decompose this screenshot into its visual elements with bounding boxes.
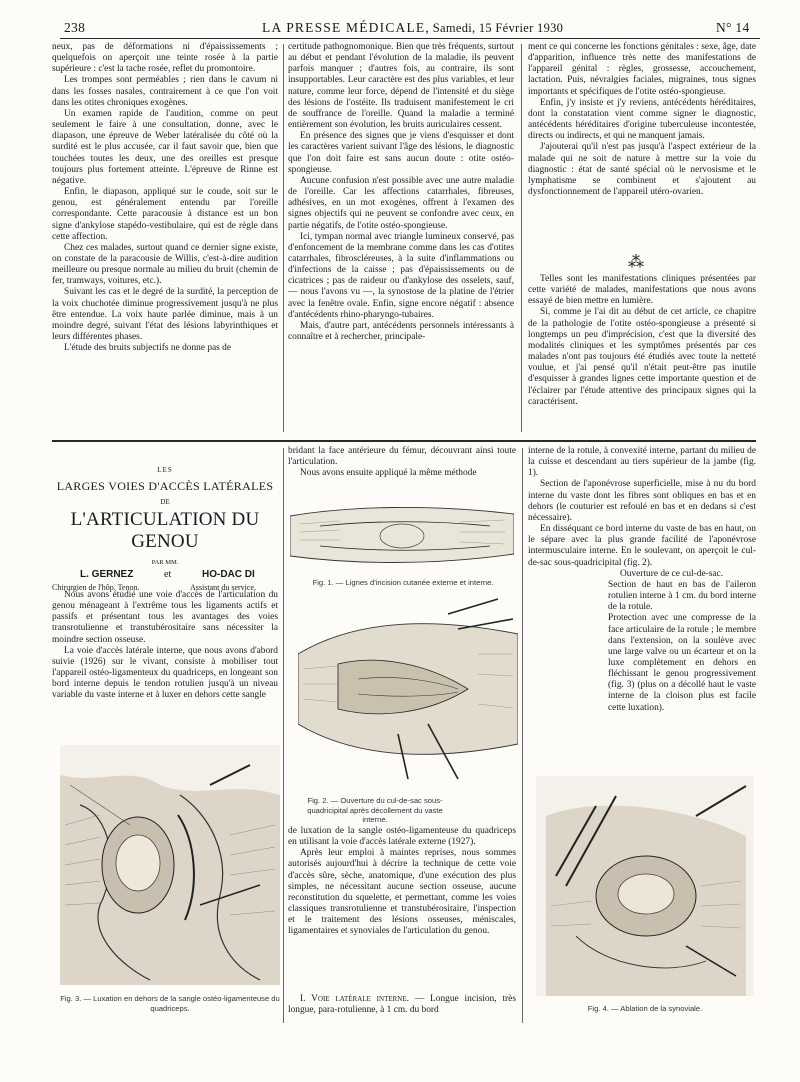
paragraph: Aucune confusion n'est possible avec une autre maladie de l'oreille. Car les affections catarrhales, fibreuses, adhésives, en un mot exogènes, offrent à l'examen des signes objectifs qui ne peuvent se confondre avec ceux, en partie négatifs, de l'otite ostéo-spongieuse.: [288, 175, 514, 231]
article-title-block: [52, 466, 278, 593]
paragraph: Ici, tympan normal avec triangle lumineux conservé, pas d'enfoncement de la membrane comme dans les cas d'otites catarrhales, fibroscléreuses, à la suite d'inflammations ou d'infections de la caisse ; pas d'épaississements ou de cicatrices ; pas de raideur ou d'ankylose des osselets, sauf, — nous l'avons vu —, la synostose de la platine de l'étrier avec la fenêtre ovale. Enfin, signe encore négatif : absence d'antécédents rhino-pharyngo-tubaires.: [288, 231, 514, 320]
paragraph: Chez ces malades, surtout quand ce dernier signe existe, on constate de la paracousie de Willis, c'est-à-dire audition meilleure ou presque normale au milieu du bruit (chemin de fer, tramways, voitures, etc.).: [52, 242, 278, 287]
issue-number: N° 14: [716, 20, 750, 35]
column-divider: [283, 44, 284, 432]
paragraph: Nous avons étudié une voie d'accès de l'articulation du genou ménageant à l'extrême tous les ligaments actifs et passifs et présentant tous les avantages des voies transrotulienne et transtubérositaire sans nécessiter la moindre section osseuse.: [52, 590, 278, 645]
section-rule: [52, 440, 756, 442]
author-connector: et: [164, 569, 172, 580]
paragraph: Après leur emploi à maintes reprises, nous sommes autorisés aujourd'hui à décrire la technique de cette voie d'accès sûre, sèche, anatomique, d'une exécution des plus simples, ne nécessitant aucune section osseuse, aucune reconstitution du squelette, et permettant, comme les voies classiques transrotulienne et transtubérositaire, l'inspection et le traitement des lésions osseuses, méniscales, ligamentaires et synoviales de l'articulation du genou.: [288, 848, 516, 937]
paragraph: Ouverture de ce cul-de-sac.: [620, 568, 724, 579]
column-divider: [521, 44, 522, 432]
paragraph: Nous avons ensuite appliqué la même méthode: [300, 468, 477, 479]
top-column-3b: [528, 274, 756, 434]
header-rule: [60, 38, 760, 39]
top-column-1: [52, 42, 278, 438]
figure-1-illustration: [290, 496, 514, 574]
title-de: DE: [160, 498, 170, 506]
page-number: 238: [64, 20, 86, 35]
journal-title: LA PRESSE MÉDICALE: [262, 20, 426, 35]
section-heading: I. Voie latérale interne.: [300, 994, 409, 1004]
article-column-2-bottom: [288, 826, 516, 988]
figure-2-caption: Fig. 2. — Ouverture du cul-de-sac sous-quadricipital après décollement du vaste interne.: [307, 796, 443, 824]
paragraph: certitude pathognomonique. Bien que très fréquents, surtout au début et pendant l'évolution de la maladie, ils peuvent parfois manquer ; d'autres fois, au contraire, ils sont insupportables. Leur caractère est des plus variables, et leur nature, comme leur force, dépend de l'intensité et du siège des lésions de l'ostéite. Ils traduisent manifestement le cri de souffrance de l'oreille. Quand la maladie a terminé entièrement son évolution, les bruits auriculaires cessent.: [288, 42, 514, 131]
author-1: L. GERNEZ: [80, 569, 134, 580]
figure-4-caption: Fig. 4. — Ablation de la synoviale.: [587, 1004, 703, 1013]
paragraph: J'ajouterai qu'il n'est pas jusqu'à l'aspect extérieur de la malade qui ne soit de nature à mettre sur la voie du diagnostic : état de santé spécial où le nervosisme et le lymphatisme se combinent et s'ajoutent au dysfonctionnement de l'appareil utéro-ovarien.: [528, 142, 756, 198]
title-line1: LARGES VOIES D'ACCÈS LATÉRALES: [56, 479, 274, 493]
figure-4-illustration: [536, 776, 754, 996]
top-column-3: [528, 42, 756, 232]
figure-3-caption: Fig. 3. — Luxation en dehors de la sangle ostéo-ligamenteuse du quadriceps.: [60, 994, 280, 1013]
paragraph: Suivant les cas et le degré de la surdité, la perception de la voix chuchotée diminue progressivement jusqu'à ne plus être entendue. La voix haute parlée diminue, mais à un moindre degré, suivant l'état des lésions labyrinthiques et leurs différentes phases.: [52, 287, 278, 343]
paragraph: Si, comme je l'ai dit au début de cet article, ce chapitre de la pathologie de l'otite ostéo-spongieuse a présenté si longtemps un peu d'imprécision, c'est que la diversité des modalités cliniques et les symptômes présentés par ces malades n'ont pas toujours été étudiés avec toute la netteté voulue, et j'ai pensé qu'il n'était peut-être pas inutile d'esquisser à grandes lignes cette importante question et de l'éclairer par l'étude attentive des principaux signes qui la caractérisent.: [528, 307, 756, 407]
paragraph: bridant la face antérieure du fémur, découvrant ainsi toute l'articulation.: [288, 446, 516, 468]
article-title: L'ARTICULATION DU GENOU: [70, 509, 260, 552]
section-heading-paragraph: [288, 994, 516, 1020]
asterism: ⁂: [628, 254, 644, 271]
article-column-3: [528, 446, 756, 762]
figure-1-caption: Fig. 1. — Lignes d'incision cutanée externe et interne.: [312, 578, 494, 587]
section-text: — Longue incision, très longue, para-rotulienne, à 1 cm. du bord: [288, 994, 516, 1016]
top-column-2: [288, 42, 514, 438]
paragraph: Mais, d'autre part, antécédents personnels intéressants à connaître et à rechercher, principale-: [288, 320, 514, 343]
paragraph: Les trompes sont perméables ; rien dans le cavum ni dans les fosses nasales, contrairement à ce que l'on voit dans les otites chroniques exogènes.: [52, 75, 278, 108]
title-les: LES: [157, 466, 173, 474]
paragraph: La voie d'accès latérale interne, que nous avons d'abord suivie (1926) sur le vivant, consiste à mobiliser tout l'appareil ostéo-ligamenteux du quadriceps, en longeant son bord interne depuis le tendon rotulien jusqu'à un niveau variable du vaste interne et à luxer en dehors cette sangle: [52, 645, 278, 701]
column-divider: [283, 448, 284, 1023]
paragraph: Telles sont les manifestations cliniques présentées par cette variété de malades, manifestations que nous avons essayé de bien mettre en lumière.: [528, 274, 756, 307]
journal-header: LA PRESSE MÉDICALE, Samedi, 15 Février 1930: [262, 20, 564, 35]
author-2: HO-DAC DI: [202, 569, 255, 580]
title-par: PAR MM.: [151, 559, 179, 566]
paragraph: Enfin, j'y insiste et j'y reviens, antécédents héréditaires, dont la constatation vient comme signer le diagnostic, antécédents héréditaires d'origine tuberculeuse incontestée, directs ou indirects, et qui ne manquent jamais.: [528, 97, 756, 142]
author-2-role: Assistant du service.: [190, 583, 256, 592]
author-1-role: Chirurgien de l'hôp. Tenon.: [52, 583, 140, 592]
paragraph: de luxation de la sangle ostéo-ligamenteuse du quadriceps en utilisant la voie d'accès latérale externe (1927).: [288, 826, 516, 848]
paragraph: En présence des signes que je viens d'esquisser et dont les caractères varient suivant l'âge des lésions, le diagnostic que l'on doit faire est sans aucun doute : otite ostéo-spongieuse.: [288, 131, 514, 175]
paragraph: Section de l'aponévrose superficielle, mise à nu du bord interne du vaste dont les fibres sont obliques en bas et en dehors (le couturier est refoulé en bas et en dedans si c'est nécessaire).: [528, 479, 756, 523]
paragraph: En disséquant ce bord interne du vaste de bas en haut, on le sépare avec la plus grande facilité de l'aponévrose intermusculaire interne. En le soulevant, on aperçoit le cul-de-sac sous-quadricipital (fig. 2).: [528, 524, 756, 568]
article-column-1: [52, 590, 278, 736]
paragraph: Enfin, le diapason, appliqué sur le coude, soit sur le genou, est généralement entendu par l'oreille correspondante. Cette paracousie à distance est un bon signe d'ankylose stapédo-vestibulaire, qui est de règle dans cette affection.: [52, 187, 278, 242]
article-column-2-top: [288, 446, 516, 494]
paragraph: interne de la rotule, à convexité interne, partant du milieu de la cuisse et descendant au tiers supérieur de la jambe (fig. 1).: [528, 446, 756, 479]
paragraph: Section de haut en bas de l'aileron rotulien interne à 1 cm. du bord interne de la rotule.: [608, 579, 756, 613]
figure-3-illustration: [60, 745, 280, 985]
paragraph: neux, pas de déformations ni d'épaississements ; quelquefois on aperçoit une teinte rosée à la partie supérieure : c'est la tache rosée, reflet du promontoire.: [52, 42, 278, 75]
figure-2-illustration: [298, 594, 518, 784]
paragraph: ment ce qui concerne les fonctions génitales : sexe, âge, date d'apparition, influence très nette des manifestations de l'appareil génital : règles, grossesse, accouchement, lactation. Puis, névralgies faciales, migraines, tous signes importants et spécifiques de l'otite ostéo-spongieuse.: [528, 42, 756, 97]
paragraph: Protection avec une compresse de la face articulaire de la rotule ; le membre dans l'extension, on la soulève avec une large valve ou un écarteur et on la luxe complètement en dehors en fléchissant le genou progressivement (fig. 3) (plus on a décollé haut le vaste interne de la cloison plus est facile cette luxation).: [608, 613, 756, 713]
column-divider: [522, 448, 523, 1023]
issue-date: Samedi, 15 Février 1930: [432, 21, 564, 35]
paragraph: L'étude des bruits subjectifs ne donne pas de: [64, 343, 232, 354]
paragraph: Un examen rapide de l'audition, comme on peut seulement le faire à une consultation, donne, avec le diapason, une épreuve de Weber latéralisée du côté où la surdité est le plus accusée, car il faut savoir que, bien que touchées toutes les deux, une des oreilles est presque toujours plus fortement atteinte. L'épreuve de Rinne est négative.: [52, 108, 278, 186]
